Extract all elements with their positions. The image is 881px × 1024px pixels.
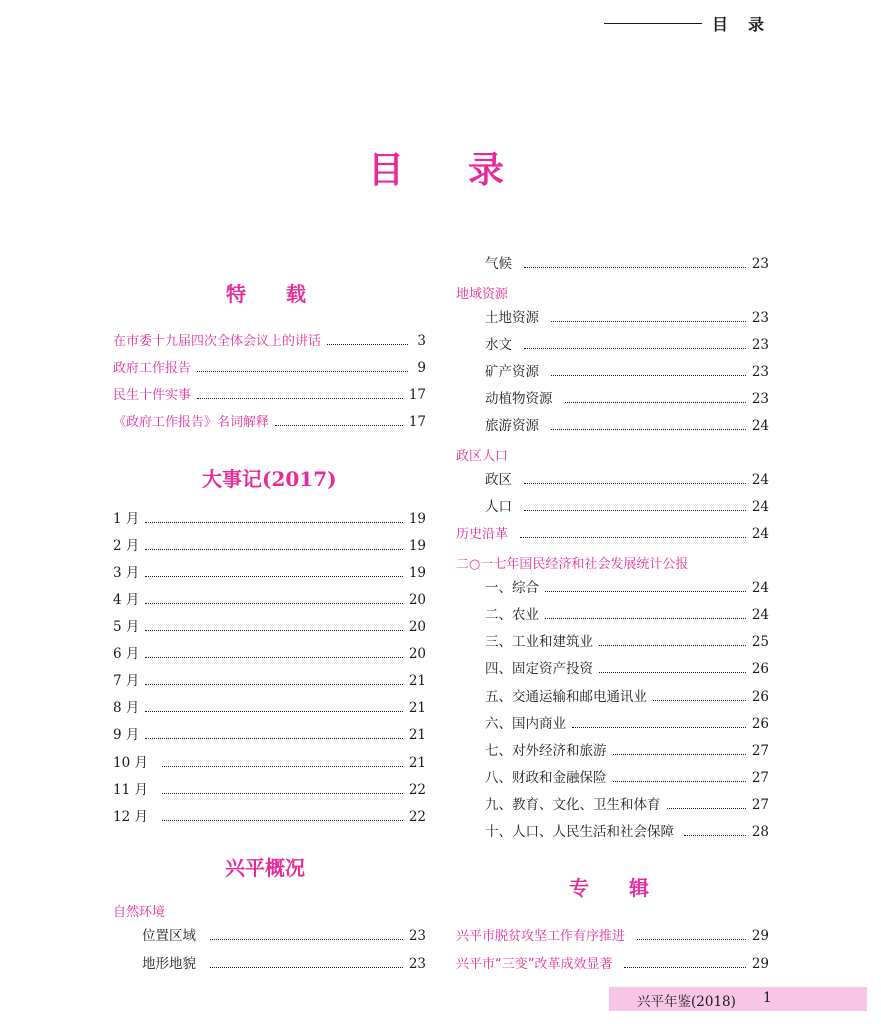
toc-page: 27: [751, 797, 769, 813]
toc-page: 20: [408, 646, 426, 662]
toc-entry[interactable]: [485, 768, 769, 788]
toc-page: 26: [751, 689, 769, 705]
dot-leader: [210, 954, 403, 968]
toc-entry[interactable]: [113, 725, 426, 745]
toc-page: 21: [408, 727, 426, 743]
toc-page: 19: [408, 511, 426, 527]
toc-label: 历史沿革: [456, 527, 509, 542]
toc-entry[interactable]: [142, 954, 426, 974]
toc-entry[interactable]: [456, 954, 769, 974]
dot-leader: [599, 659, 746, 673]
dot-leader: [613, 768, 746, 782]
dot-leader: [275, 412, 403, 426]
toc-entry[interactable]: [113, 807, 426, 827]
toc-label: 6 月: [113, 646, 140, 662]
toc-page: 17: [408, 414, 426, 430]
toc-page: 24: [751, 526, 769, 542]
category-label: 自然环境: [113, 905, 166, 920]
toc-entry[interactable]: [485, 362, 769, 382]
dot-leader: [524, 335, 746, 349]
toc-label: 4 月: [113, 592, 140, 608]
toc-entry[interactable]: [485, 714, 769, 734]
toc-entry[interactable]: [485, 389, 769, 409]
toc-entry[interactable]: [113, 331, 426, 351]
toc-page: 26: [751, 716, 769, 732]
toc-page: 23: [751, 256, 769, 272]
toc-page: 23: [751, 391, 769, 407]
header-rule: [604, 23, 702, 24]
category-label: 政区人口: [456, 449, 509, 464]
dot-leader: [145, 590, 402, 604]
toc-label: 12 月: [113, 809, 148, 825]
dot-leader: [551, 362, 746, 376]
toc-entry[interactable]: [456, 524, 769, 544]
toc-entry[interactable]: [485, 578, 769, 598]
dot-leader: [327, 331, 408, 345]
dot-leader: [145, 509, 402, 523]
toc-page: 23: [751, 310, 769, 326]
dot-leader: [145, 644, 402, 658]
dot-leader: [162, 807, 403, 821]
toc-label: 政区: [485, 472, 512, 488]
toc-label: 10 月: [113, 755, 148, 771]
toc-entry[interactable]: [485, 254, 769, 274]
toc-label: 五、交通运输和邮电通讯业: [485, 689, 647, 705]
toc-page: 23: [408, 928, 426, 944]
toc-label: 四、固定资产投资: [485, 661, 593, 677]
toc-page: 25: [751, 634, 769, 650]
toc-label: 位置区域: [142, 928, 196, 944]
toc-page: 9: [417, 360, 426, 376]
toc-label: 十、人口、人民生活和社会保障: [485, 824, 674, 840]
dot-leader: [520, 524, 746, 538]
dot-leader: [210, 926, 403, 940]
toc-entry[interactable]: [485, 741, 769, 761]
toc-label: 民生十件实事: [113, 388, 192, 403]
toc-label: 二、农业: [485, 607, 539, 623]
toc-label: 旅游资源: [485, 418, 539, 434]
dot-leader: [551, 416, 746, 430]
toc-entry[interactable]: [485, 659, 769, 679]
page-number: 1: [763, 990, 772, 1006]
dot-leader: [551, 308, 746, 322]
toc-entry[interactable]: [113, 412, 426, 432]
toc-entry[interactable]: [485, 335, 769, 355]
toc-label: 《政府工作报告》名词解释: [113, 415, 270, 430]
toc-page: 21: [408, 673, 426, 689]
toc-label: 3 月: [113, 565, 140, 581]
toc-entry[interactable]: [113, 698, 426, 718]
section-title-chronicle: 大事记(2017): [202, 467, 337, 491]
dot-leader: [667, 795, 746, 809]
toc-label: 地形地貌: [142, 956, 196, 972]
dot-leader: [624, 954, 745, 968]
toc-page: 24: [751, 607, 769, 623]
toc-page: 27: [751, 770, 769, 786]
category-label: 地域资源: [456, 287, 509, 302]
toc-entry[interactable]: [485, 687, 769, 707]
running-header: 目录: [712, 15, 785, 34]
toc-page: 23: [751, 364, 769, 380]
toc-label: 7 月: [113, 673, 140, 689]
dot-leader: [524, 254, 746, 268]
toc-page: 21: [408, 755, 426, 771]
category-label: 二○一七年国民经济和社会发展统计公报: [456, 557, 689, 572]
dot-leader: [197, 385, 403, 399]
toc-page: 24: [751, 472, 769, 488]
toc-label: 动植物资源: [485, 391, 553, 407]
dot-leader: [613, 741, 746, 755]
toc-label: 8 月: [113, 700, 140, 716]
toc-page: 20: [408, 592, 426, 608]
dot-leader: [145, 698, 402, 712]
footer-book-title: 兴平年鉴(2018): [637, 994, 736, 1010]
toc-label: 人口: [485, 499, 512, 515]
toc-entry[interactable]: [113, 563, 426, 583]
dot-leader: [145, 671, 402, 685]
toc-page: 23: [751, 337, 769, 353]
toc-label: 兴平市脱贫攻坚工作有序推进: [456, 929, 626, 944]
toc-label: 兴平市“三变”改革成效显著: [456, 957, 613, 972]
toc-entry[interactable]: [113, 590, 426, 610]
toc-entry[interactable]: [142, 926, 426, 946]
toc-label: 在市委十九届四次全体会议上的讲话: [113, 334, 322, 349]
toc-page: 21: [408, 700, 426, 716]
dot-leader: [145, 536, 402, 550]
toc-page: 24: [751, 580, 769, 596]
toc-page: 3: [417, 333, 426, 349]
toc-entry[interactable]: [113, 385, 426, 405]
toc-label: 5 月: [113, 619, 140, 635]
toc-entry[interactable]: [485, 497, 769, 517]
dot-leader: [684, 822, 746, 836]
toc-label: 六、国内商业: [485, 716, 566, 732]
dot-leader: [162, 780, 403, 794]
dot-leader: [545, 578, 746, 592]
toc-label: 11 月: [113, 782, 148, 798]
dot-leader: [637, 926, 746, 940]
toc-page: 24: [751, 499, 769, 515]
toc-entry[interactable]: [456, 926, 769, 946]
toc-entry[interactable]: [485, 308, 769, 328]
dot-leader: [145, 617, 402, 631]
toc-page: 28: [751, 824, 769, 840]
toc-label: 政府工作报告: [113, 361, 192, 376]
toc-label: 土地资源: [485, 310, 539, 326]
toc-label: 气候: [485, 256, 512, 272]
dot-leader: [524, 470, 746, 484]
toc-page: 22: [408, 809, 426, 825]
toc-entry[interactable]: [113, 358, 426, 378]
toc-page: 29: [751, 956, 769, 972]
toc-label: 2 月: [113, 538, 140, 554]
dot-leader: [565, 389, 746, 403]
toc-page: 17: [408, 387, 426, 403]
toc-label: 九、教育、文化、卫生和体育: [485, 797, 661, 813]
dot-leader: [197, 358, 408, 372]
toc-page: 24: [751, 418, 769, 434]
toc-page: 23: [408, 956, 426, 972]
dot-leader: [145, 563, 402, 577]
dot-leader: [545, 605, 746, 619]
toc-page: 26: [751, 661, 769, 677]
toc-entry[interactable]: [113, 671, 426, 691]
dot-leader: [162, 753, 403, 767]
toc-label: 七、对外经济和旅游: [485, 743, 607, 759]
toc-page: 29: [751, 928, 769, 944]
toc-label: 矿产资源: [485, 364, 539, 380]
toc-entry[interactable]: [485, 632, 769, 652]
toc-entry[interactable]: [113, 753, 426, 773]
toc-page: 20: [408, 619, 426, 635]
toc-label: 1 月: [113, 511, 140, 527]
toc-label: 三、工业和建筑业: [485, 634, 593, 650]
toc-page: 27: [751, 743, 769, 759]
section-title-special-issue: 专辑: [569, 876, 689, 900]
toc-entry[interactable]: [485, 470, 769, 490]
section-title-special-report: 特载: [226, 282, 346, 306]
toc-entry[interactable]: [113, 536, 426, 556]
toc-entry[interactable]: [485, 605, 769, 625]
toc-page: 19: [408, 538, 426, 554]
page-title: 目录: [368, 149, 569, 191]
toc-page: 19: [408, 565, 426, 581]
toc-label: 水文: [485, 337, 512, 353]
dot-leader: [653, 687, 746, 701]
dot-leader: [145, 725, 402, 739]
toc-entry[interactable]: [113, 509, 426, 529]
toc-label: 9 月: [113, 727, 140, 743]
toc-entry[interactable]: [113, 644, 426, 664]
toc-entry[interactable]: [113, 617, 426, 637]
toc-label: 八、财政和金融保险: [485, 770, 607, 786]
toc-entry[interactable]: [113, 780, 426, 800]
toc-label: 一、综合: [485, 580, 539, 596]
toc-entry[interactable]: [485, 795, 769, 815]
section-title-overview: 兴平概况: [225, 856, 305, 880]
dot-leader: [524, 497, 746, 511]
toc-page: 22: [408, 782, 426, 798]
dot-leader: [599, 632, 746, 646]
dot-leader: [572, 714, 746, 728]
toc-entry[interactable]: [485, 822, 769, 842]
toc-entry[interactable]: [485, 416, 769, 436]
